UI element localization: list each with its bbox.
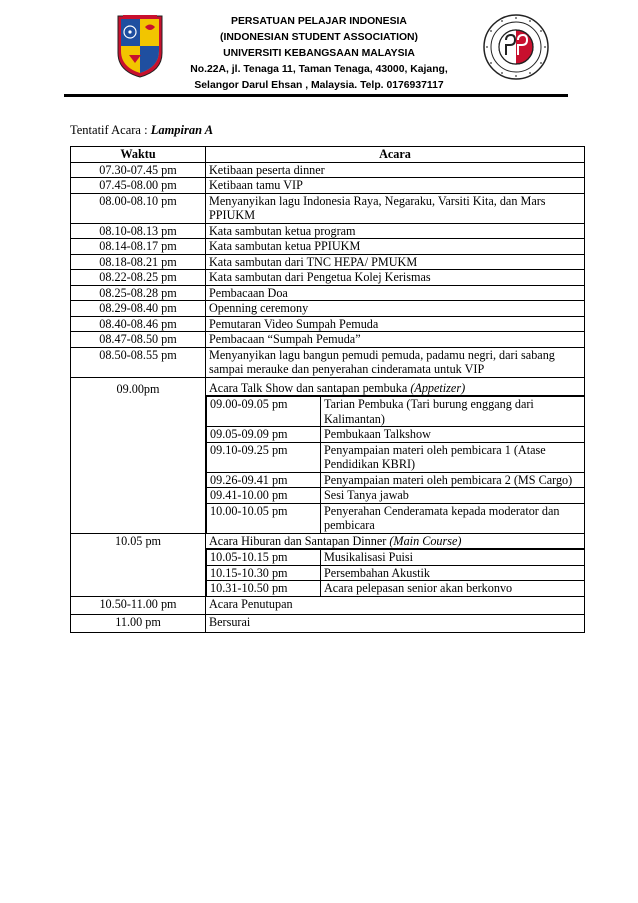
sub-event: Penyampaian materi oleh pembicara 1 (Atase Pendidikan KBRI) (321, 442, 585, 472)
address-line: No.22A, jl. Tenaga 11, Taman Tenaga, 43000, Kajang, (190, 64, 448, 75)
sub-time: 10.00-10.05 pm (207, 503, 321, 533)
row-event: Openning ceremony (206, 301, 585, 317)
sub-event: Penyampaian materi oleh pembicara 2 (MS Cargo) (321, 472, 585, 488)
table-row (71, 347, 585, 377)
table-row (71, 596, 585, 614)
talkshow-title (206, 378, 584, 397)
sub-row (207, 472, 585, 488)
talkshow-title-text: Acara Talk Show dan santapan pembuka (209, 380, 411, 395)
dinner-title (206, 534, 584, 550)
end-time: 11.00 pm (71, 614, 206, 632)
dinner-block (206, 533, 585, 596)
sub-time: 09.41-10.00 pm (207, 488, 321, 504)
row-time: 08.18-08.21 pm (71, 254, 206, 270)
talkshow-time: 09.00pm (71, 377, 206, 533)
row-time: 07.30-07.45 pm (71, 162, 206, 178)
sub-event: Acara pelepasan senior akan berkonvo (321, 581, 585, 596)
row-time: 08.40-08.46 pm (71, 316, 206, 332)
address-phone-line: Selangor Darul Ehsan , Malaysia. Telp. 0176937117 (194, 80, 444, 91)
org-name-english: (INDONESIAN STUDENT ASSOCIATION) (220, 32, 418, 43)
row-event: Kata sambutan ketua PPIUKM (206, 239, 585, 255)
table-row (71, 301, 585, 317)
row-event: Ketibaan tamu VIP (206, 178, 585, 194)
end-event: Bersurai (206, 614, 585, 632)
talkshow-section (71, 377, 585, 533)
sub-time: 10.15-10.30 pm (207, 565, 321, 581)
table-row (71, 223, 585, 239)
table-row (71, 178, 585, 194)
dinner-title-text: Acara Hiburan dan Santapan Dinner (209, 533, 390, 548)
table-row (71, 162, 585, 178)
dinner-time: 10.05 pm (71, 533, 206, 596)
talkshow-title-italic: (Appetizer) (410, 380, 466, 395)
dinner-subtable (206, 549, 584, 596)
row-event: Kata sambutan ketua program (206, 223, 585, 239)
table-header-row (71, 147, 585, 163)
header-acara: Acara (206, 147, 585, 163)
sub-row (207, 442, 585, 472)
row-event: Menyanyikan lagu bangun pemudi pemuda, padamu negri, dari sabang sampai merauke dan penyerahan cinderamata untuk VIP (206, 347, 585, 377)
table-row (71, 614, 585, 632)
org-name: PERSATUAN PELAJAR INDONESIA (231, 16, 407, 27)
dinner-section (71, 533, 585, 596)
sub-row (207, 503, 585, 533)
row-time: 07.45-08.00 pm (71, 178, 206, 194)
row-event: Kata sambutan dari Pengetua Kolej Kerismas (206, 270, 585, 286)
table-row (71, 316, 585, 332)
row-event: Pembacaan Doa (206, 285, 585, 301)
sub-row (207, 550, 585, 566)
caption-label: Tentatif Acara : (70, 123, 151, 137)
row-time: 08.14-08.17 pm (71, 239, 206, 255)
closing-time: 10.50-11.00 pm (71, 596, 206, 614)
row-event: Ketibaan peserta dinner (206, 162, 585, 178)
letterhead (0, 0, 638, 100)
sub-event: Sesi Tanya jawab (321, 488, 585, 504)
ukm-crest-icon (115, 13, 165, 79)
row-event: Pembacaan “Sumpah Pemuda” (206, 332, 585, 348)
row-time: 08.22-08.25 pm (71, 270, 206, 286)
sub-row (207, 565, 585, 581)
sub-row (207, 581, 585, 596)
sub-row (207, 427, 585, 443)
sub-time: 09.00-09.05 pm (207, 397, 321, 427)
sub-time: 09.10-09.25 pm (207, 442, 321, 472)
caption-appendix: Lampiran A (150, 123, 214, 137)
table-row (71, 285, 585, 301)
dinner-title-italic: (Main Course) (389, 533, 462, 548)
sub-event: Penyerahan Cenderamata kepada moderator dan pembicara (321, 503, 585, 533)
sub-event: Tarian Pembuka (Tari burung enggang dari Kalimantan) (321, 397, 585, 427)
row-event: Kata sambutan dari TNC HEPA/ PMUKM (206, 254, 585, 270)
row-time: 08.50-08.55 pm (71, 347, 206, 377)
ppi-ukm-seal-icon (482, 13, 550, 81)
table-row (71, 193, 585, 223)
sub-row (207, 488, 585, 504)
sub-event: Musikalisasi Puisi (321, 550, 585, 566)
sub-time: 09.05-09.09 pm (207, 427, 321, 443)
table-row (71, 254, 585, 270)
row-time: 08.47-08.50 pm (71, 332, 206, 348)
table-row (71, 332, 585, 348)
row-event: Pemutaran Video Sumpah Pemuda (206, 316, 585, 332)
row-time: 08.00-08.10 pm (71, 193, 206, 223)
schedule-table (70, 146, 585, 633)
row-event: Menyanyikan lagu Indonesia Raya, Negaraku, Varsiti Kita, dan Mars PPIUKM (206, 193, 585, 223)
sub-time: 09.26-09.41 pm (207, 472, 321, 488)
sub-time: 10.31-10.50 pm (207, 581, 321, 596)
university-name: UNIVERSITI KEBANGSAAN MALAYSIA (223, 48, 415, 59)
row-time: 08.29-08.40 pm (71, 301, 206, 317)
talkshow-block (206, 377, 585, 533)
row-time: 08.10-08.13 pm (71, 223, 206, 239)
sub-time: 10.05-10.15 pm (207, 550, 321, 566)
header-waktu: Waktu (71, 147, 206, 163)
letterhead-rule (64, 94, 568, 97)
row-time: 08.25-08.28 pm (71, 285, 206, 301)
sub-event: Pembukaan Talkshow (321, 427, 585, 443)
table-row (71, 239, 585, 255)
sub-row (207, 397, 585, 427)
letterhead-text (160, 14, 478, 94)
document-caption (70, 123, 213, 138)
closing-event: Acara Penutupan (206, 596, 585, 614)
table-row (71, 270, 585, 286)
sub-event: Persembahan Akustik (321, 565, 585, 581)
talkshow-subtable (206, 396, 584, 533)
